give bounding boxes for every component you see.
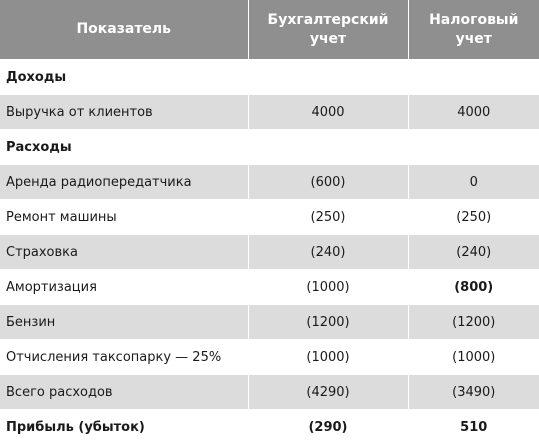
row-label: Страховка [0,235,248,270]
row-tax-value: (3490) [408,375,539,410]
row-label: Всего расходов [0,375,248,410]
section-row-expenses [0,130,539,165]
row-accounting-value: (600) [248,165,408,200]
header-accounting [248,0,408,60]
row-tax-value: (800) [408,270,539,305]
row-tax-value: (250) [408,200,539,235]
total-tax-value: 510 [408,410,539,445]
row-tax-value: 4000 [408,95,539,130]
table-row [0,305,539,340]
row-accounting-value: (1000) [248,270,408,305]
row-accounting-value: (1000) [248,340,408,375]
total-accounting-value: (290) [248,410,408,445]
section-row-income [0,60,539,95]
row-accounting-value: (4290) [248,375,408,410]
header-accounting-line2: учет [309,30,347,47]
header-tax-line2: учет [455,30,492,47]
row-tax-value: (1000) [408,340,539,375]
header-tax-line1: Налоговый [429,11,519,28]
row-tax-value: (240) [408,235,539,270]
table-row [0,165,539,200]
row-accounting-value: (1200) [248,305,408,340]
row-accounting-value: (250) [248,200,408,235]
row-accounting-value: (240) [248,235,408,270]
row-label: Выручка от клиентов [0,95,248,130]
table-row [0,235,539,270]
table-row [0,340,539,375]
row-tax-value: 0 [408,165,539,200]
table-row [0,200,539,235]
header-indicator-label: Показатель [76,21,172,37]
row-label: Аренда радиопередатчика [0,165,248,200]
row-label: Амортизация [0,270,248,305]
section-label: Доходы [0,60,539,95]
row-accounting-value: 4000 [248,95,408,130]
row-label: Отчисления таксопарку — 25% [0,340,248,375]
row-tax-value: (1200) [408,305,539,340]
section-label: Расходы [0,130,539,165]
table-row [0,375,539,410]
total-label: Прибыль (убыток) [0,410,248,445]
header-accounting-line1: Бухгалтерский [267,11,389,28]
total-row [0,410,539,445]
header-tax [408,0,539,60]
row-label: Бензин [0,305,248,340]
table-header-row [0,0,539,60]
row-label: Ремонт машины [0,200,248,235]
table-row [0,95,539,130]
table-row [0,270,539,305]
header-indicator [0,0,248,60]
